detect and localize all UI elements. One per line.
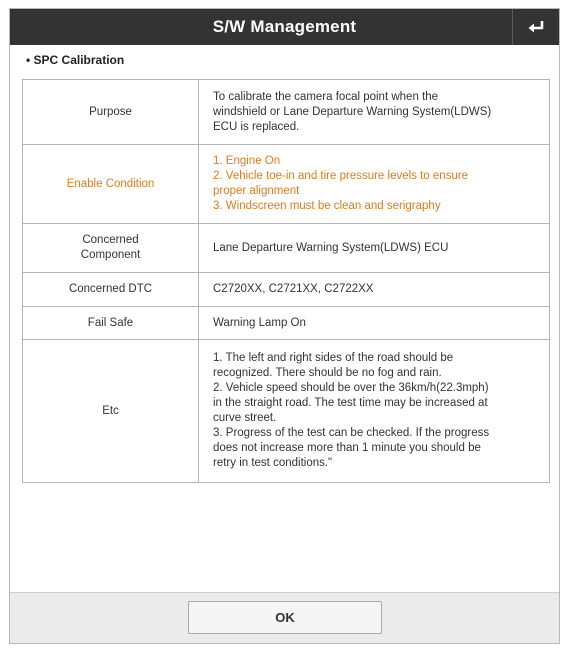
value-line: 1. Engine On [213,155,281,167]
value-line: 1. The left and right sides of the road should be [213,352,454,364]
label-line: Concerned [82,234,139,246]
ok-button[interactable]: OK [188,601,382,634]
row-label: Purpose [23,80,199,145]
section-title: • SPC Calibration [26,53,125,67]
value-line: 2. Vehicle speed should be over the 36km/h(22.3mph) [213,382,489,394]
row-value [199,307,550,340]
value-line: retry in test conditions." [213,457,333,469]
label-line: Component [80,249,141,261]
row-label: Enable Condition [23,145,199,224]
table-row-fail-safe [23,307,550,340]
value-line: 3. Windscreen must be clean and serigraphy [213,200,441,212]
row-label: Fail Safe [23,307,199,340]
table-row-purpose [23,80,550,145]
return-arrow-icon[interactable] [512,9,559,45]
value-line: Warning Lamp On [213,316,306,329]
row-label [23,224,199,273]
value-line: ECU is replaced. [213,120,300,133]
value-line: recognized. There should be no fog and rain. [213,367,442,379]
table-row-etc [23,340,550,483]
value-line: does not increase more than 1 minute you should be [213,442,481,454]
value-line: To calibrate the camera focal point when the [213,90,439,103]
dialog-title: S/W Management [212,17,357,36]
row-label: Etc [23,340,199,483]
value-line: windshield or Lane Departure Warning System(LDWS) [213,105,492,118]
value-line: 2. Vehicle toe-in and tire pressure levels to ensure [213,170,469,182]
row-value [199,224,550,273]
title-bar [10,9,559,45]
info-table [22,79,550,483]
sw-management-dialog [9,8,560,644]
table-row-concerned-component [23,224,550,273]
table-row-enable-condition [23,145,550,224]
table-row-concerned-dtc [23,273,550,307]
row-value [199,340,550,483]
value-line: in the straight road. The test time may be increased at [213,397,488,409]
row-value [199,145,550,224]
value-line: Lane Departure Warning System(LDWS) ECU [213,241,449,254]
value-line: curve street. [213,412,277,424]
row-label: Concerned DTC [23,273,199,307]
value-line: 3. Progress of the test can be checked. If the progress [213,427,490,439]
row-value [199,80,550,145]
row-value [199,273,550,307]
dialog-footer [10,592,559,643]
value-line: C2720XX, C2721XX, C2722XX [213,283,374,295]
value-line: proper alignment [213,185,300,197]
